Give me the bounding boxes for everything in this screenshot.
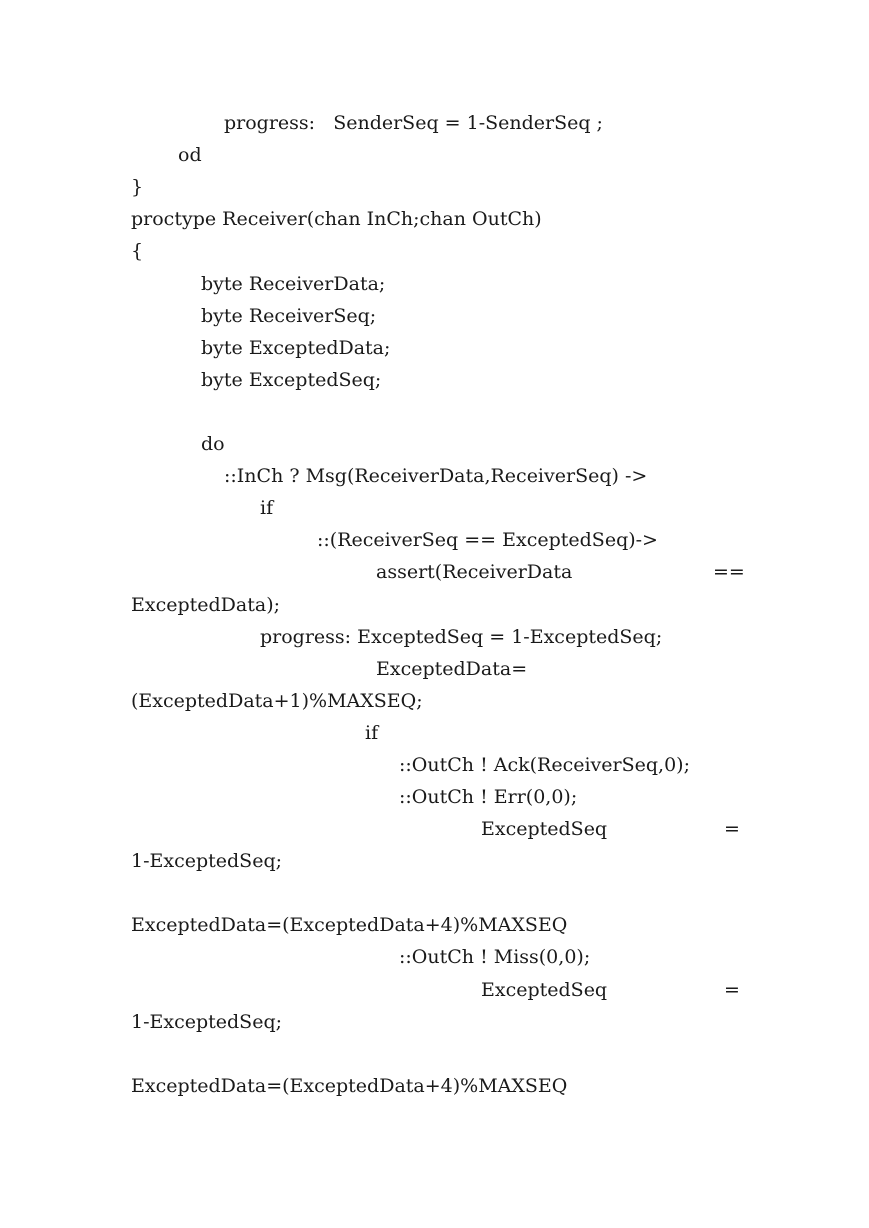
code-line-part: ExceptedSeq [481,818,608,840]
code-line: 1-ExceptedSeq; [131,850,283,872]
code-line: ::OutCh ! Err(0,0); [399,786,578,808]
code-line: ExceptedData); [131,594,281,616]
code-line: ExceptedData= [376,658,528,680]
code-line: if [365,722,379,744]
code-line: proctype Receiver(chan InCh;chan OutCh) [131,208,542,230]
code-line-part: ExceptedSeq [481,979,608,1001]
code-line: ::OutCh ! Miss(0,0); [399,946,591,968]
code-line: ::OutCh ! Ack(ReceiverSeq,0); [399,754,690,776]
code-line-part: == [713,561,745,583]
code-line-part: = [724,818,740,840]
code-line: byte ExceptedSeq; [201,369,382,391]
code-line: progress: ExceptedSeq = 1-ExceptedSeq; [260,626,663,648]
code-line: if [260,497,274,519]
code-line: ::InCh ? Msg(ReceiverData,ReceiverSeq) -> [224,465,648,487]
code-line: od [178,144,202,166]
code-line: } [131,176,144,198]
code-line: do [201,433,225,455]
code-line: ExceptedData=(ExceptedData+4)%MAXSEQ [131,1075,568,1097]
code-line-part: assert(ReceiverData [376,561,573,583]
code-line: { [131,240,144,262]
code-line-part: = [724,979,740,1001]
code-line: 1-ExceptedSeq; [131,1011,283,1033]
code-line: byte ReceiverSeq; [201,305,377,327]
code-line: (ExceptedData+1)%MAXSEQ; [131,690,423,712]
code-line: byte ExceptedData; [201,337,391,359]
code-line: byte ReceiverData; [201,273,386,295]
code-line: ::(ReceiverSeq == ExceptedSeq)-> [317,529,658,551]
code-line: ExceptedData=(ExceptedData+4)%MAXSEQ [131,914,568,936]
code-line: progress: SenderSeq = 1-SenderSeq ; [224,112,603,134]
